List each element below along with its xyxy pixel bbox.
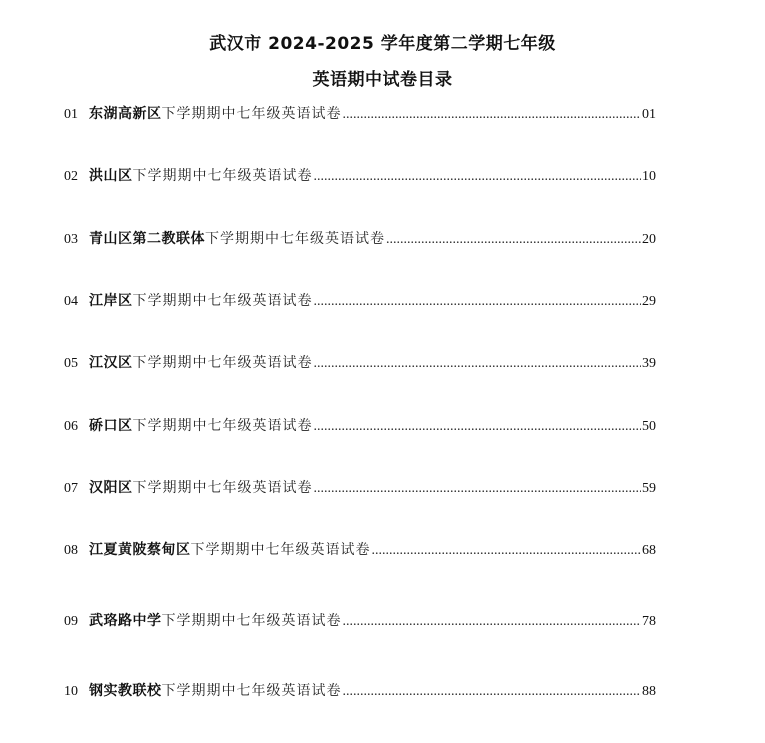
dot-leader [314, 167, 642, 187]
toc-entry-01[interactable] [64, 104, 656, 124]
entry-district: 钢实教联校 [89, 683, 162, 699]
entry-suffix: 下学期期中七年级英语试卷 [161, 613, 342, 629]
entry-page-number: 88 [642, 684, 656, 699]
dot-leader [343, 105, 642, 125]
dot-leader [372, 541, 642, 561]
entry-number: 02 [64, 169, 78, 184]
toc-entry-09[interactable] [64, 611, 656, 631]
entry-suffix: 下学期期中七年级英语试卷 [205, 231, 385, 247]
document-title: 武汉市 2024-2025 学年度第二学期七年级 [209, 34, 556, 54]
toc-entry-10[interactable] [64, 681, 656, 701]
dot-leader [386, 230, 641, 250]
entry-page-number: 78 [642, 614, 656, 629]
entry-number: 01 [64, 107, 78, 122]
entry-number: 05 [64, 356, 78, 371]
toc-entry-07[interactable] [64, 478, 656, 498]
entry-suffix: 下学期期中七年级英语试卷 [132, 355, 313, 371]
entry-number: 06 [64, 419, 78, 434]
entry-page-number: 50 [642, 419, 656, 434]
entry-district: 东湖高新区 [89, 106, 162, 122]
dot-leader [314, 354, 642, 374]
entry-page-number: 39 [642, 356, 656, 371]
entry-suffix: 下学期期中七年级英语试卷 [161, 683, 342, 699]
entry-number: 09 [64, 614, 78, 629]
entry-number: 07 [64, 481, 78, 496]
dot-leader [314, 292, 642, 312]
toc-entry-02[interactable] [64, 166, 656, 186]
toc-entry-05[interactable] [64, 353, 656, 373]
toc-entry-08[interactable] [64, 540, 656, 560]
entry-suffix: 下学期期中七年级英语试卷 [132, 418, 313, 434]
dot-leader [343, 682, 642, 702]
entry-number: 10 [64, 684, 78, 699]
entry-district: 江汉区 [89, 355, 133, 371]
entry-number: 08 [64, 543, 78, 558]
toc-entry-04[interactable] [64, 291, 656, 311]
dot-leader [314, 417, 642, 437]
document-subtitle: 英语期中试卷目录 [312, 70, 453, 90]
entry-number: 04 [64, 294, 78, 309]
entry-district: 江岸区 [89, 293, 133, 309]
entry-number: 03 [64, 232, 78, 247]
entry-page-number: 20 [642, 232, 656, 247]
entry-page-number: 01 [642, 107, 656, 122]
entry-district: 青山区第二教联体 [89, 231, 205, 247]
entry-page-number: 10 [642, 169, 656, 184]
entry-suffix: 下学期期中七年级英语试卷 [132, 293, 313, 309]
entry-suffix: 下学期期中七年级英语试卷 [132, 480, 313, 496]
entry-district: 硚口区 [89, 418, 133, 434]
toc-entry-03[interactable] [64, 229, 656, 249]
dot-leader [314, 479, 642, 499]
entry-district: 洪山区 [89, 168, 133, 184]
entry-district: 江夏黄陂蔡甸区 [89, 542, 191, 558]
entry-page-number: 29 [642, 294, 656, 309]
entry-suffix: 下学期期中七年级英语试卷 [161, 106, 342, 122]
toc-entry-06[interactable] [64, 416, 656, 436]
dot-leader [343, 612, 642, 632]
entry-page-number: 59 [642, 481, 656, 496]
entry-district: 武珞路中学 [89, 613, 162, 629]
entry-page-number: 68 [642, 543, 656, 558]
entry-suffix: 下学期期中七年级英语试卷 [132, 168, 313, 184]
entry-suffix: 下学期期中七年级英语试卷 [190, 542, 371, 558]
entry-district: 汉阳区 [89, 480, 133, 496]
